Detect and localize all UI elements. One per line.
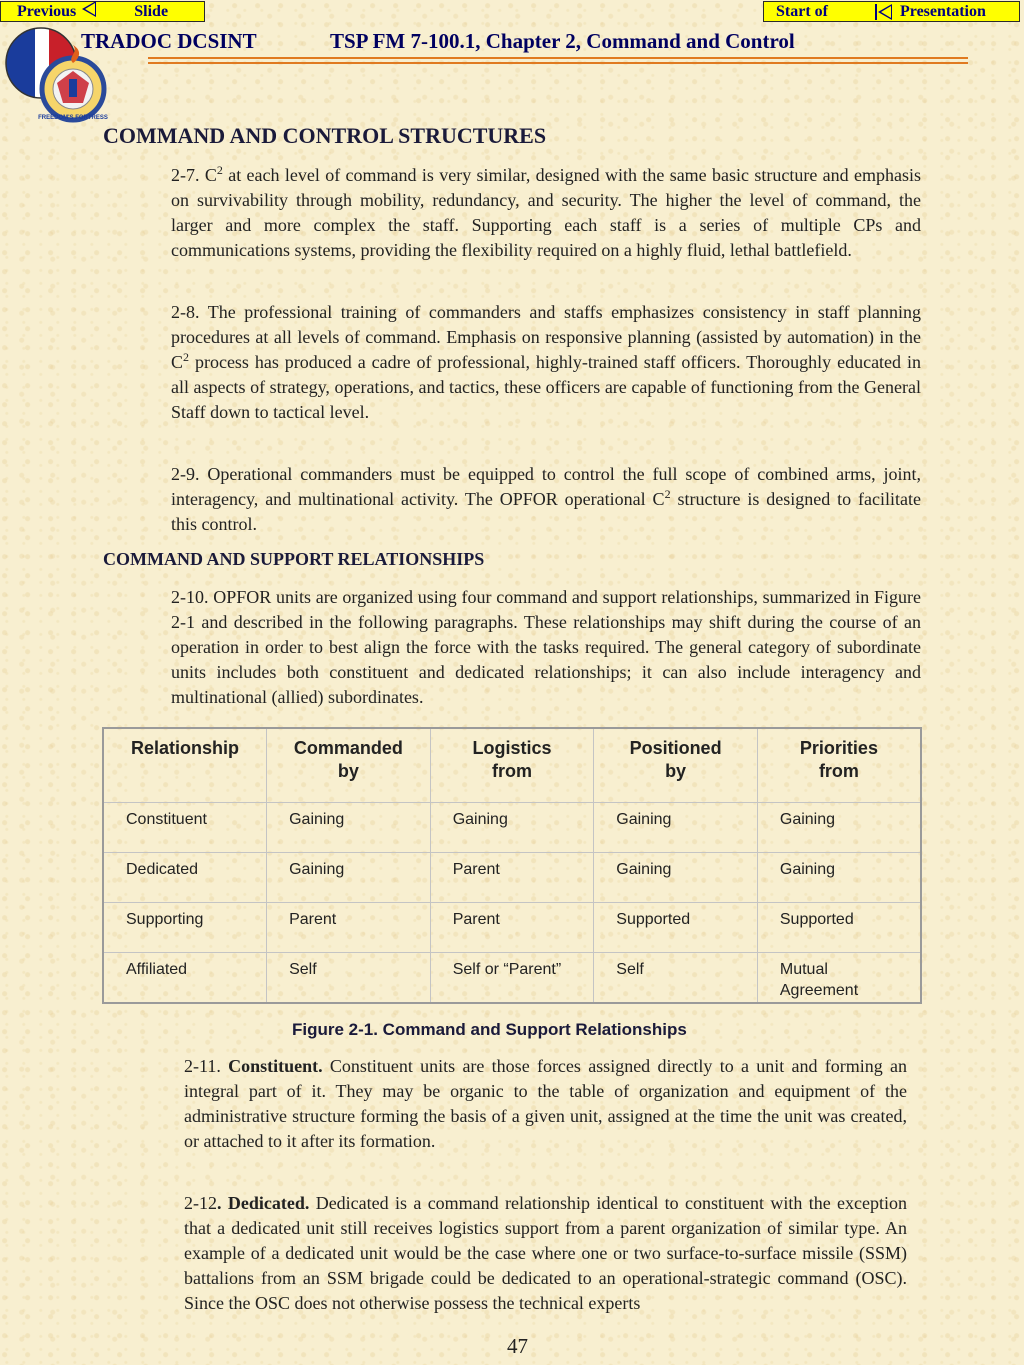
paragraph-2-7: 2-7. $C^2$ at each level of command is very similar, designed with the same basic structure and emphasis on survivability through mobility, redundancy, and security. The higher the level of command, the larger and more complex the staff. Supporting each staff is a series of multiple CPs and communications systems, providing the flexibility required on a highly fluid, lethal battlefield.: [171, 163, 922, 260]
table-cell: Supported: [757, 903, 921, 953]
logo-text: FREEDOM'S FORTRESS: [38, 115, 108, 121]
table-cell: Gaining: [757, 853, 921, 903]
table-cell: Affiliated: [103, 953, 267, 1004]
table-cell: Gaining: [430, 803, 594, 853]
table-cell: Gaining: [594, 853, 758, 903]
paragraph-2-10: 2-10. OPFOR units are organized using four command and support relationships, summarized in Figure 2-1 and described in the following paragraphs. These relationships may shift during the course of an operation in order to best align the force with the tasks required. The general category of subordinate units includes both constituent and dedicated relationships; it can also include interagency and multinational (allied) subordinates.: [171, 587, 921, 707]
paragraph-2-9: 2-9. Operational commanders must be equipped to control the full scope of combined arms, joint, interagency, and multinational activity. The OPFOR operational $C^2$ structure is designed to facilitate this control.: [171, 464, 922, 534]
start-of-presentation-button[interactable]: [763, 1, 1020, 22]
table-cell: Dedicated: [103, 853, 267, 903]
table-cell: Gaining: [267, 803, 431, 853]
column-header: Logistics from: [430, 728, 594, 803]
header-rule-top: [148, 57, 968, 59]
table-cell: Parent: [430, 853, 594, 903]
table-cell: Self: [267, 953, 431, 1004]
section-heading-relationships: COMMAND AND SUPPORT RELATIONSHIPS: [103, 549, 485, 569]
start-label: Start of: [776, 2, 828, 20]
table-row: [103, 803, 921, 853]
table-cell: Supporting: [103, 903, 267, 953]
slide-label: Slide: [134, 2, 169, 20]
first-slide-icon: [875, 4, 892, 20]
section-heading-structures: COMMAND AND CONTROL STRUCTURES: [103, 123, 547, 148]
table-cell: Self: [594, 953, 758, 1004]
header-rule-bottom: [148, 62, 968, 64]
table-cell: Parent: [430, 903, 594, 953]
table-cell: Gaining: [594, 803, 758, 853]
table-cell: Supported: [594, 903, 758, 953]
table-cell: Mutual Agreement: [757, 953, 921, 1004]
previous-label: Previous: [17, 2, 77, 20]
table-row: [103, 903, 921, 953]
paragraph-2-12: 2-12. Dedicated. Dedicated is a command relationship identical to constituent with the exception that a dedicated unit still receives logistics support from a parent organization of similar type. An example of a dedicated unit would be the case where one or two surface-to-surface missile (SSM) battalions from an SSM brigade could be dedicated to an operational-strategic command (OSC). Since the OSC does not otherwise possess the technical experts: [184, 1193, 908, 1313]
header-org: TRADOC DCSINT: [81, 29, 257, 53]
table-cell: Parent: [267, 903, 431, 953]
column-header: Positioned by: [594, 728, 758, 803]
table-cell: Gaining: [757, 803, 921, 853]
column-header: Priorities from: [757, 728, 921, 803]
paragraph-2-11: 2-11. Constituent. Constituent units are those forces assigned directly to a unit and forming an integral part of it. They may be organic to the table of organization and equipment of the administrative structure forming the basis of a given unit, assigned at the time the unit was created, or attached to it after its formation.: [184, 1056, 907, 1151]
page-number: 47: [507, 1334, 528, 1358]
table-row: [103, 853, 921, 903]
column-header: Commanded by: [267, 728, 431, 803]
table-header-row: [103, 728, 921, 803]
figure-caption: Figure 2-1. Command and Support Relationships: [292, 1020, 687, 1039]
previous-slide-button[interactable]: [0, 1, 205, 22]
table-cell: Self or “Parent”: [430, 953, 594, 1004]
presentation-label: Presentation: [899, 2, 986, 20]
column-header: Relationship: [103, 728, 267, 803]
table-cell: Gaining: [267, 853, 431, 903]
paragraph-2-8: 2-8. The professional training of commanders and staffs emphasizes consistency in staff planning procedures at all levels of command. Emphasis on responsive planning (assisted by automation) in the $C^2$ process has produced a cadre of professional, highly-trained staff officers. Thoroughly educated in all aspects of strategy, operations, and tactics, these officers are capable of functioning from the General Staff down to tactical level.: [171, 302, 921, 422]
previous-arrow-icon: [82, 1, 96, 22]
relationships-table: [102, 727, 922, 1004]
table-row: [103, 953, 921, 1004]
page-title: TSP FM 7-100.1, Chapter 2, Command and Control: [330, 29, 795, 53]
table-cell: Constituent: [103, 803, 267, 853]
